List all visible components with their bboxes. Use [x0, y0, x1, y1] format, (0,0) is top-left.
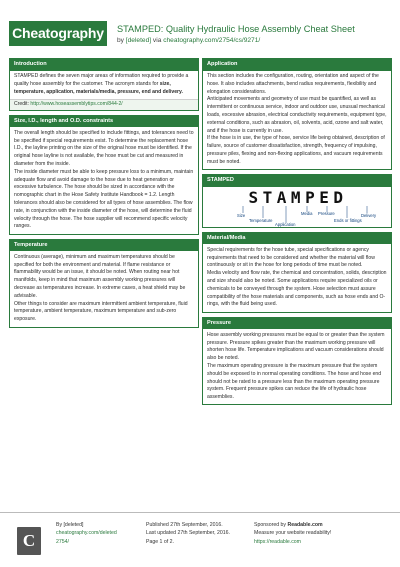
stamped-label-ends: Ends or fittings [334, 217, 362, 223]
footer-author-id[interactable]: 2754/ [56, 538, 69, 545]
introduction-section [9, 58, 199, 111]
footer-published: Published 27th September, 2016. [146, 522, 223, 528]
byline-via: via [151, 37, 164, 44]
temperature-paragraph-2: Other things to consider are maximum intermittent ambient temperature, fluid temperature, ambient temperature, maximum temperature and sub-zero exposure. [14, 300, 188, 323]
byline-prefix: by [117, 37, 126, 44]
byline [117, 37, 260, 44]
stamped-label-pressure: Pressure [318, 210, 335, 216]
pressure-heading: Pressure [203, 318, 391, 330]
temperature-paragraph-1: Continuous (average), minimum and maximum temperatures should be specified for both the environment and material. If flame resistance or flammability would be an issue, it should be noted. When routing near hot manifolds, keep in mind that maximum assembly working pressures will decrease as temperatures increase. In extreme cases, a heat shield may be advisable. [14, 253, 186, 299]
footer-dates-block [146, 521, 230, 546]
temperature-heading: Temperature [10, 240, 198, 252]
size-paragraph-1: The overall length should be specified to include fittings, and tolerances need to be specified if special requirements exist. To determine the replacement hose I.D., the layline printing on the size of the original hose must be identified. If the original hose layline is not available, the hose must be cut and measured in diameter from the inside. [14, 129, 194, 168]
stamped-label-size: Size [237, 212, 246, 218]
media-paragraph-2: Media velocity and flow rate, the chemical and concentration, solids, description and size should also be noted. Some applications require specialized oils or chemicals to be conveyed through the system. Hose selection must assure compatibility of the hose materials and components, such as hose ends and O-rings, with the fluid being used. [207, 270, 387, 308]
introduction-heading: Introduction [10, 59, 198, 71]
introduction-bold-text: size, temperature, application, materials/media, pressure, end and delivery. [14, 80, 183, 95]
stamped-label-media: Media [301, 210, 313, 216]
footer-author-block [56, 521, 117, 546]
temperature-body [10, 251, 198, 326]
temperature-section [9, 239, 199, 328]
stamped-label-application: Application [275, 221, 296, 227]
introduction-text: STAMPED defines the seven major areas of information required to provide a quality hose assembly for the customer. The acronym stands for [14, 73, 189, 87]
sheet-url-link[interactable]: cheatography.com/2754/cs/9271/ [163, 37, 261, 44]
pressure-paragraph-2: The maximum operating pressure is the maximum pressure that the system should be exposed to in normal operating conditions. The hose and hose end should not be rated to a pressure less than the maximum operating pressure system. Frequent pressure spikes can reduce the life of hydraulic hose assemblies. [207, 363, 382, 401]
pressure-section [202, 317, 392, 406]
size-section [9, 115, 199, 235]
sponsor-tagline: Measure your website readability! [254, 530, 332, 537]
footer-sponsor-block [254, 521, 331, 546]
media-section [202, 232, 392, 313]
introduction-body [10, 71, 198, 99]
page-footer [0, 512, 400, 567]
author-link[interactable]: [deleted] [125, 37, 152, 44]
footer-by: By [deleted] [56, 522, 84, 528]
page-header [0, 0, 400, 58]
stamped-section [202, 174, 392, 228]
pressure-paragraph-1: Hose assembly working pressures must be equal to or greater than the system pressure. Pressure spikes greater than the maximum working pressure will shorten hose life. Temperature implications and vacuum considerations should also be noted. [207, 331, 385, 362]
sponsor-link[interactable]: https://readable.com [254, 538, 302, 545]
credit-link[interactable]: http://www.hoseassemblytips.com/844-2/ [30, 100, 123, 107]
footer-sponsor [254, 521, 331, 529]
left-column [9, 58, 199, 332]
application-paragraph-2: Anticipated movements and geometry of use must be quantified, as well as intermittent or continuous service, indoor and outdoor use, unusual mechanical loads, excessive abrasion, electrical conductivity requirements, equipment type, external conditions, such as abrasion, oil, solvents, acid, ozone and salt water, and if the hose is currently in use. [207, 96, 387, 134]
page-title: STAMPED: Quality Hydraulic Hose Assembly Cheat Sheet [117, 24, 355, 34]
application-heading: Application [203, 59, 391, 71]
size-paragraph-2: The inside diameter must be able to keep pressure loss to a minimum, maintain adequate flow and avoid damage to the hose due to heat generation or excessive turbulence. The hose should be sized in accordance with the nomographic chart in the Hose Safety Institute Handbook = 1.2. Length tolerances should also be considered for all types of hose assemblies. The flow rate, in conjunction with the inside diameter of the hose, will determine the fluid velocity through the hose. The hose supplier will recommend specific velocity ranges. [14, 168, 194, 230]
media-heading: Material/Media [203, 233, 391, 245]
cheatography-badge-icon: C [17, 527, 41, 555]
stamped-heading: STAMPED [203, 175, 391, 187]
footer-page: Page 1 of 2. [146, 538, 174, 545]
stamped-diagram [203, 187, 391, 227]
sponsor-prefix: Sponsored by [254, 522, 288, 528]
stamped-label-delivery: Delivery [361, 212, 377, 218]
application-body [203, 71, 391, 170]
size-body [10, 127, 198, 233]
application-paragraph-1: This section includes the configuration, routing, orientation and aspect of the hose. It also includes attachments, bend radius requirements, flexibility and elongation considerations. [207, 73, 379, 95]
credit-row [10, 99, 198, 110]
cheatography-logo[interactable]: Cheatography [9, 21, 107, 46]
application-paragraph-3: If the hose is in use, the type of hose, service life being obtained, description of failure, source of customer dissatisfaction, strength, frequency of impulsing, pressure piles, flexing and non-flexing applications, and vacuum requirements must be noted. [207, 135, 385, 165]
right-column [202, 58, 392, 409]
footer-updated: Last updated 27th September, 2016. [146, 530, 230, 537]
footer-author-link[interactable]: cheatography.com/deleted [56, 530, 117, 537]
media-body [203, 244, 391, 311]
credit-label: Credit: [14, 100, 31, 107]
stamped-word: STAMPED [248, 187, 348, 207]
media-paragraph-1: Special requirements for the hose tube, special specifications or agency requirements that need to be considered and whether the material will flow continuously or sit in the hose for long periods of time must be noted. [207, 246, 375, 269]
size-heading: Size, I.D., length and O.D. constraints [10, 116, 198, 128]
stamped-label-temperature: Temperature [249, 217, 273, 223]
stamped-arrows [203, 187, 393, 227]
application-section [202, 58, 392, 170]
sponsor-name[interactable]: Readable.com [287, 522, 323, 528]
pressure-body [203, 329, 391, 404]
